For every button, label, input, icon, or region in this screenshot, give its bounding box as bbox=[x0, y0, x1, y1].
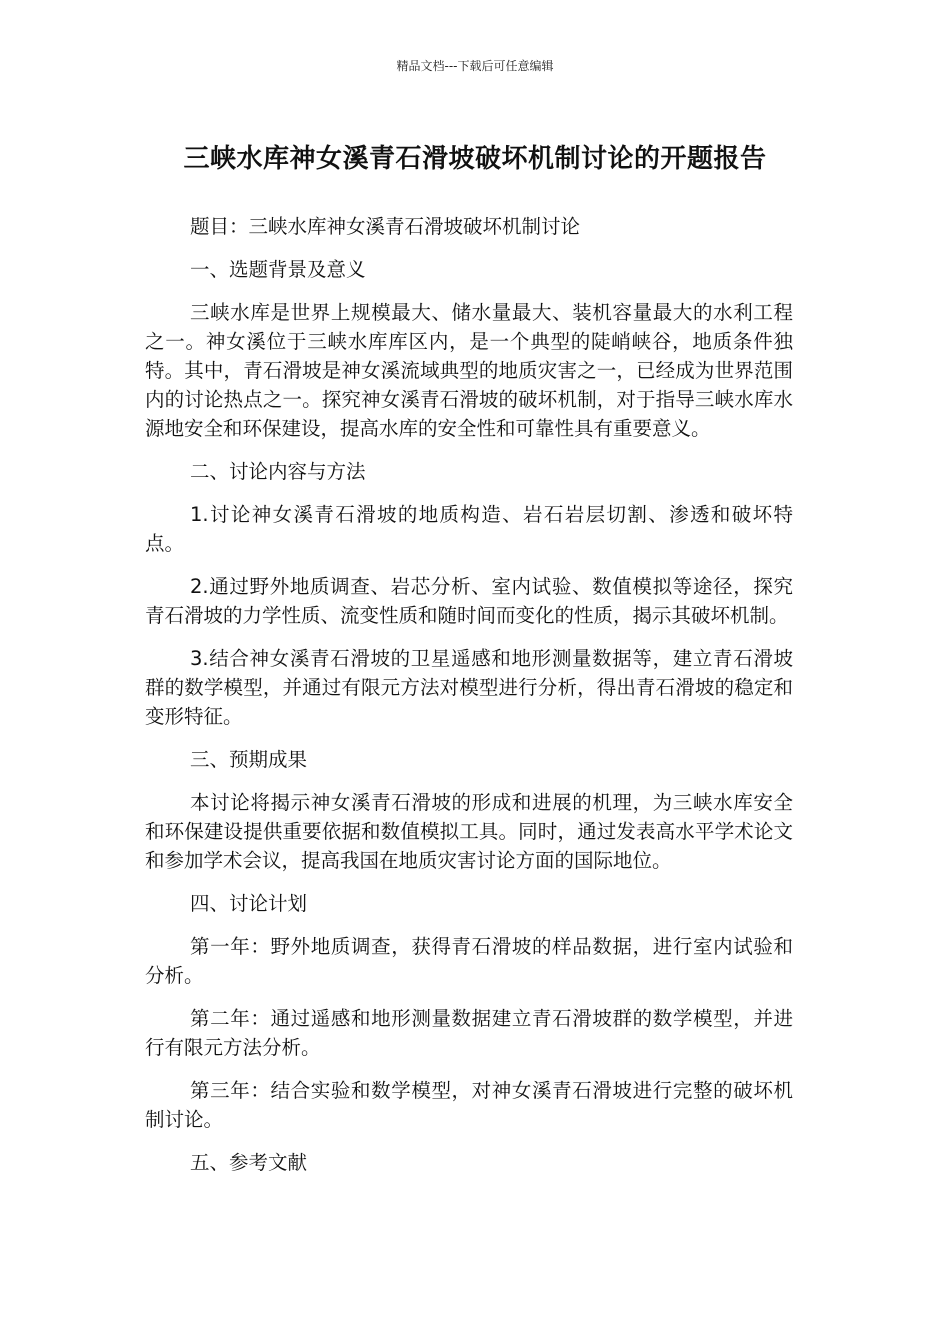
method-item-1: 1.讨论神女溪青石滑坡的地质构造、岩石岩层切割、渗透和破坏特点。 bbox=[145, 503, 793, 555]
section-heading-content-methods: 二、讨论内容与方法 bbox=[190, 460, 366, 483]
background-paragraph: 三峡水库是世界上规模最大、储水量最大、装机容量最大的水利工程之一。神女溪位于三峡水库库区内，是一个典型的陡峭峡谷，地质条件独特。其中，青石滑坡是神女溪流域典型的地质灾害之一，已经成为世界范围内的讨论热点之一。探究神女溪青石滑坡的破坏机制，对于指导三峡水库水源地安全和环保建设，提高水库的安全性和可靠性具有重要意义。 bbox=[145, 301, 793, 440]
header-note: 精品文档---下载后可任意编辑 bbox=[396, 59, 554, 73]
method-item-3: 3.结合神女溪青石滑坡的卫星遥感和地形测量数据等，建立青石滑坡群的数学模型，并通过有限元方法对模型进行分析，得出青石滑坡的稳定和变形特征。 bbox=[145, 647, 793, 728]
section-heading-plan: 四、讨论计划 bbox=[190, 892, 308, 915]
section-heading-references: 五、参考文献 bbox=[190, 1151, 308, 1174]
plan-year-1: 第一年：野外地质调查，获得青石滑坡的样品数据，进行室内试验和分析。 bbox=[145, 935, 793, 987]
plan-year-3: 第三年：结合实验和数学模型，对神女溪青石滑坡进行完整的破坏机制讨论。 bbox=[145, 1079, 793, 1131]
document-title: 三峡水库神女溪青石滑坡破坏机制讨论的开题报告 bbox=[183, 144, 767, 174]
section-heading-expected-results: 三、预期成果 bbox=[190, 748, 308, 771]
document-body bbox=[145, 212, 793, 1191]
topic-line: 题目：三峡水库神女溪青石滑坡破坏机制讨论 bbox=[190, 215, 581, 238]
expected-results-paragraph: 本讨论将揭示神女溪青石滑坡的形成和进展的机理，为三峡水库安全和环保建设提供重要依据和数值模拟工具。同时，通过发表高水平学术论文和参加学术会议，提高我国在地质灾害讨论方面的国际地位。 bbox=[145, 791, 793, 872]
plan-year-2: 第二年：通过遥感和地形测量数据建立青石滑坡群的数学模型，并进行有限元方法分析。 bbox=[145, 1007, 793, 1059]
method-item-2: 2.通过野外地质调查、岩芯分析、室内试验、数值模拟等途径，探究青石滑坡的力学性质、流变性质和随时间而变化的性质，揭示其破坏机制。 bbox=[145, 575, 793, 627]
section-heading-background: 一、选题背景及意义 bbox=[190, 258, 366, 281]
